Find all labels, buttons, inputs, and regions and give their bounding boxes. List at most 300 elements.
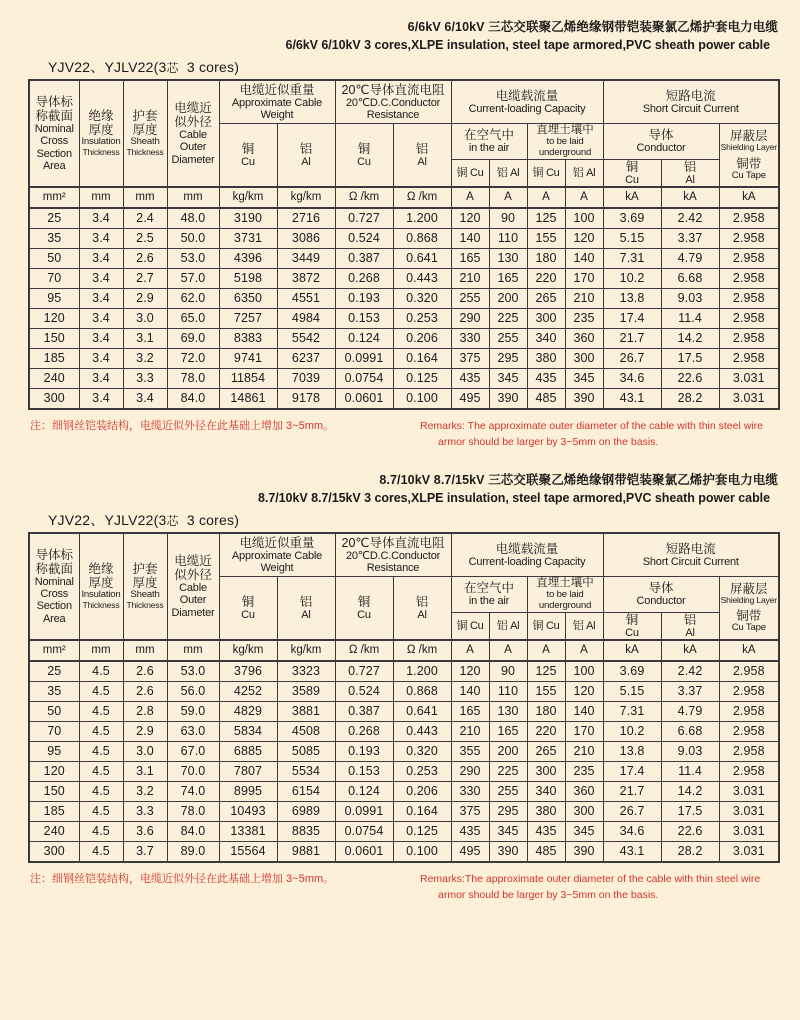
- table-cell: 4.5: [79, 821, 123, 841]
- table-cell: 290: [451, 761, 489, 781]
- th-weight-al: [277, 124, 335, 187]
- th-underground-al: [565, 159, 603, 187]
- th-diameter-cn1: 电缆近: [174, 101, 212, 116]
- table-cell: 10.2: [603, 721, 661, 741]
- table-cell: 110: [489, 228, 527, 248]
- remarks-87kv: [0, 863, 800, 912]
- table-row: [29, 701, 779, 721]
- th-nominal-cn2: 称截面: [35, 108, 73, 123]
- table-cell: 2.958: [719, 268, 779, 288]
- th-conductor: [603, 577, 719, 612]
- th-resistance-al-en: Al: [417, 608, 427, 621]
- table-cell: 78.0: [167, 801, 219, 821]
- table-cell: 210: [565, 741, 603, 761]
- table-cell: 5.15: [603, 228, 661, 248]
- th-air-al-label: 铝 Al: [496, 166, 520, 179]
- section-title-en: 8.7/10kV 8.7/15kV 3 cores,XLPE insulation, steel tape armored,PVC sheath power cable: [258, 491, 770, 506]
- table-cell: 3323: [277, 661, 335, 682]
- table-cell: 2.7: [123, 268, 167, 288]
- th-group-weight-cn: 电缆近似重量: [239, 535, 315, 550]
- table-cell: 0.206: [393, 328, 451, 348]
- section-title-cn: 6/6kV 6/10kV 三芯交联聚乙烯绝缘钢带铠装聚氯乙烯护套电力电缆: [407, 20, 778, 34]
- th-underground-cu: [527, 159, 565, 187]
- table-cell: 3.3: [123, 801, 167, 821]
- table-cell: 165: [451, 701, 489, 721]
- table-cell: 5198: [219, 268, 277, 288]
- table-cell: 210: [451, 721, 489, 741]
- table-cell: 13.8: [603, 741, 661, 761]
- table-row: [29, 208, 779, 229]
- table-cell: 3731: [219, 228, 277, 248]
- table-cell: 8383: [219, 328, 277, 348]
- table-cell: 185: [29, 348, 79, 368]
- table-cell: 2.958: [719, 288, 779, 308]
- th-underground-al: [565, 612, 603, 640]
- th-weight-cu-cn: 铜: [241, 594, 255, 609]
- table-cell: 295: [489, 801, 527, 821]
- th-nominal-en2: Cross: [40, 135, 69, 148]
- table-cell: 140: [565, 248, 603, 268]
- table-cell: 1.200: [393, 661, 451, 682]
- table-cell: 0.164: [393, 801, 451, 821]
- table-cell: 62.0: [167, 288, 219, 308]
- table-cell: 59.0: [167, 701, 219, 721]
- table-cell: 0.641: [393, 701, 451, 721]
- th-sheath-en2: Thickness: [126, 147, 164, 158]
- table-cell: 120: [565, 228, 603, 248]
- product-code-prefix: YJV22、YJLV22(3: [48, 512, 167, 529]
- table-cell: 380: [527, 348, 565, 368]
- table-cell: 255: [489, 328, 527, 348]
- table-cell: 95: [29, 288, 79, 308]
- th-diameter-cn1: 电缆近: [174, 554, 212, 569]
- table-cell: 125: [527, 661, 565, 682]
- table-cell: 375: [451, 801, 489, 821]
- table-cell: 3.031: [719, 781, 779, 801]
- table-cell: 150: [29, 781, 79, 801]
- table-cell: 10.2: [603, 268, 661, 288]
- unit-cell: mm: [167, 187, 219, 208]
- table-cell: 345: [565, 368, 603, 388]
- table-cell: 3872: [277, 268, 335, 288]
- th-group-short-en: Short Circuit Current: [642, 103, 739, 116]
- th-nominal-cn1: 导体标: [35, 94, 73, 109]
- th-group-resistance-en1: 20℃D.C.Conductor: [345, 96, 441, 109]
- table-cell: 22.6: [661, 368, 719, 388]
- product-code-line: [0, 54, 800, 79]
- table-cell: 17.5: [661, 801, 719, 821]
- unit-cell: kA: [719, 640, 779, 661]
- table-cell: 89.0: [167, 841, 219, 862]
- th-group-current-en: Current-loading Capacity: [468, 103, 586, 116]
- unit-cell: mm: [123, 187, 167, 208]
- th-insulation-thickness: [79, 80, 123, 187]
- unit-cell: kg/km: [277, 640, 335, 661]
- table-cell: 120: [451, 661, 489, 682]
- th-underground: [527, 124, 603, 159]
- table-cell: 345: [489, 821, 527, 841]
- spec-table-87kv: [28, 532, 780, 863]
- th-shielding-layer: [719, 124, 779, 187]
- th-underground-cn: 直埋土壤中: [536, 577, 594, 590]
- th-cable-outer-diameter: [167, 80, 219, 187]
- table-cell: 2.4: [123, 208, 167, 229]
- table-cell: 84.0: [167, 821, 219, 841]
- table-cell: 110: [489, 681, 527, 701]
- th-conductor-en: Conductor: [636, 595, 686, 608]
- th-cu-tape-cn: 铜带: [736, 609, 762, 624]
- table-cell: 3190: [219, 208, 277, 229]
- th-underground-al-label: 铝 Al: [572, 619, 596, 632]
- table-cell: 26.7: [603, 801, 661, 821]
- table-cell: 0.868: [393, 681, 451, 701]
- table-cell: 360: [565, 328, 603, 348]
- th-group-resistance: [335, 80, 451, 124]
- th-air-cu: [451, 159, 489, 187]
- table-cell: 28.2: [661, 841, 719, 862]
- th-short-cu: [603, 612, 661, 640]
- product-code-cn: 芯: [166, 61, 179, 76]
- table-cell: 0.727: [335, 661, 393, 682]
- table-cell: 4252: [219, 681, 277, 701]
- th-weight-cu: [219, 124, 277, 187]
- unit-cell: A: [451, 640, 489, 661]
- th-underground-cu: [527, 612, 565, 640]
- table-cell: 2.6: [123, 248, 167, 268]
- table-cell: 435: [451, 821, 489, 841]
- table-cell: 53.0: [167, 248, 219, 268]
- table-cell: 10493: [219, 801, 277, 821]
- table-cell: 3.1: [123, 761, 167, 781]
- table-cell: 3.69: [603, 208, 661, 229]
- th-underground-en1: to be laid: [546, 136, 584, 148]
- th-nominal-en3: Section: [36, 600, 72, 613]
- th-nominal-en1: Nominal: [34, 122, 74, 135]
- table-cell: 0.193: [335, 741, 393, 761]
- product-code-line: [0, 507, 800, 532]
- table-cell: 3.4: [79, 328, 123, 348]
- table-cell: 0.387: [335, 701, 393, 721]
- table-row: [29, 268, 779, 288]
- table-cell: 485: [527, 841, 565, 862]
- th-group-weight-en: Approximate Cable Weight: [231, 549, 323, 575]
- th-sheath-en1: Sheath: [130, 589, 160, 601]
- table-cell: 2.958: [719, 328, 779, 348]
- table-cell: 100: [565, 208, 603, 229]
- table-cell: 300: [29, 841, 79, 862]
- table-cell: 3.69: [603, 661, 661, 682]
- table-cell: 11.4: [661, 761, 719, 781]
- th-insulation-cn1: 绝缘: [88, 562, 114, 577]
- table-cell: 2.958: [719, 248, 779, 268]
- table-cell: 35: [29, 681, 79, 701]
- table-row: [29, 368, 779, 388]
- th-short-al-cn: 铝: [683, 612, 697, 627]
- section-title-block: [0, 18, 800, 54]
- th-air-cu: [451, 612, 489, 640]
- table-cell: 9.03: [661, 288, 719, 308]
- table-cell: 200: [489, 741, 527, 761]
- th-insulation-en1: Insulation: [81, 136, 121, 148]
- th-diameter-en2: Outer: [179, 141, 207, 154]
- th-weight-al-cn: 铝: [299, 594, 313, 609]
- top-spacer: [0, 0, 800, 18]
- table-cell: 13.8: [603, 288, 661, 308]
- table-cell: 25: [29, 208, 79, 229]
- table-cell: 11.4: [661, 308, 719, 328]
- table-cell: 5834: [219, 721, 277, 741]
- table-cell: 3.0: [123, 741, 167, 761]
- table-cell: 4396: [219, 248, 277, 268]
- th-underground-en2: underground: [538, 146, 592, 158]
- remark-en: [420, 872, 770, 904]
- table-cell: 155: [527, 681, 565, 701]
- table-row: [29, 841, 779, 862]
- table-cell: 290: [451, 308, 489, 328]
- table-cell: 0.253: [393, 308, 451, 328]
- product-code-cn: 芯: [166, 514, 179, 529]
- table-cell: 165: [489, 721, 527, 741]
- table-cell: 330: [451, 781, 489, 801]
- table-cell: 2.6: [123, 681, 167, 701]
- table-row: [29, 228, 779, 248]
- table-cell: 0.206: [393, 781, 451, 801]
- table-cell: 3.031: [719, 801, 779, 821]
- table-cell: 9881: [277, 841, 335, 862]
- table-cell: 8995: [219, 781, 277, 801]
- th-group-short-circuit: [603, 533, 779, 577]
- th-nominal-en1: Nominal: [34, 575, 74, 588]
- th-group-weight: [219, 533, 335, 577]
- th-resistance-cu: [335, 577, 393, 640]
- remark-en-line2: armor should be larger by 3~5mm on the basis.: [438, 435, 659, 448]
- table-cell: 0.0754: [335, 368, 393, 388]
- th-insulation-cn2: 厚度: [88, 576, 114, 591]
- th-weight-al-en: Al: [301, 608, 311, 621]
- table-cell: 165: [489, 268, 527, 288]
- th-sheath-thickness: [123, 533, 167, 640]
- table-cell: 4.79: [661, 248, 719, 268]
- th-underground-al-label: 铝 Al: [572, 166, 596, 179]
- th-underground-en2: underground: [538, 599, 592, 611]
- unit-cell: A: [527, 187, 565, 208]
- th-nominal-cn1: 导体标: [35, 547, 73, 562]
- table-cell: 4.5: [79, 801, 123, 821]
- table-cell: 265: [527, 741, 565, 761]
- th-shielding-layer: [719, 577, 779, 640]
- unit-cell: A: [489, 187, 527, 208]
- th-group-resistance-en2: Resistance: [366, 562, 420, 575]
- table-cell: 2.958: [719, 721, 779, 741]
- unit-cell: kg/km: [219, 640, 277, 661]
- table-cell: 300: [565, 348, 603, 368]
- table-cell: 130: [489, 701, 527, 721]
- th-shielding-en: Shielding Layer: [720, 594, 777, 605]
- table-cell: 48.0: [167, 208, 219, 229]
- th-resistance-al-cn: 铝: [415, 594, 429, 609]
- remark-cn: 注：细钢丝铠装结构，电缆近似外径在此基础上增加 3~5mm。: [30, 419, 335, 432]
- table-cell: 240: [29, 821, 79, 841]
- table-cell: 7257: [219, 308, 277, 328]
- table-cell: 3.4: [79, 368, 123, 388]
- th-air-cu-label: 铜 Cu: [456, 619, 484, 632]
- th-air-al-label: 铝 Al: [496, 619, 520, 632]
- th-weight-cu-cn: 铜: [241, 141, 255, 156]
- th-nominal-cn2: 称截面: [35, 561, 73, 576]
- th-cu-tape-cn: 铜带: [736, 156, 762, 171]
- th-weight-cu-en: Cu: [241, 608, 255, 621]
- table-cell: 35: [29, 228, 79, 248]
- th-resistance-al: [393, 124, 451, 187]
- th-in-air-cn: 在空气中: [464, 128, 515, 143]
- table-cell: 65.0: [167, 308, 219, 328]
- th-short-cu-en: Cu: [625, 626, 639, 639]
- table-cell: 3.37: [661, 228, 719, 248]
- table-cell: 21.7: [603, 328, 661, 348]
- table-cell: 3.4: [79, 308, 123, 328]
- table-cell: 300: [29, 388, 79, 409]
- table-cell: 3.031: [719, 821, 779, 841]
- th-group-current-cn: 电缆载流量: [495, 89, 559, 104]
- table-cell: 7807: [219, 761, 277, 781]
- table-row: [29, 388, 779, 409]
- table-cell: 125: [527, 208, 565, 229]
- table-cell: 4.5: [79, 681, 123, 701]
- th-insulation-en1: Insulation: [81, 589, 121, 601]
- table-cell: 3.4: [79, 248, 123, 268]
- table-cell: 340: [527, 781, 565, 801]
- th-group-weight-cn: 电缆近似重量: [239, 82, 315, 97]
- section-title-block: [0, 471, 800, 507]
- table-cell: 0.443: [393, 721, 451, 741]
- table-cell: 9741: [219, 348, 277, 368]
- unit-cell: kA: [661, 640, 719, 661]
- th-resistance-cu-cn: 铜: [357, 141, 371, 156]
- th-underground-en1: to be laid: [546, 589, 584, 601]
- section-spacer: [0, 459, 800, 471]
- table-cell: 375: [451, 348, 489, 368]
- table-cell: 0.868: [393, 228, 451, 248]
- table-cell: 495: [451, 388, 489, 409]
- table-cell: 28.2: [661, 388, 719, 409]
- th-group-resistance-en1: 20℃D.C.Conductor: [345, 549, 441, 562]
- unit-cell: kg/km: [277, 187, 335, 208]
- spec-table-head: [29, 533, 779, 661]
- section-87kv: [0, 471, 800, 912]
- table-cell: 90: [489, 208, 527, 229]
- table-cell: 3.37: [661, 681, 719, 701]
- section-title-cn: 8.7/10kV 8.7/15kV 三芯交联聚乙烯绝缘钢带铠装聚氯乙烯护套电力电缆: [379, 472, 778, 487]
- table-cell: 0.153: [335, 761, 393, 781]
- unit-cell: mm²: [29, 640, 79, 661]
- table-cell: 72.0: [167, 348, 219, 368]
- th-short-al-en: Al: [685, 626, 695, 639]
- table-cell: 155: [527, 228, 565, 248]
- table-cell: 0.0601: [335, 388, 393, 409]
- table-cell: 4.5: [79, 841, 123, 862]
- table-cell: 210: [565, 288, 603, 308]
- section-title-en: 6/6kV 6/10kV 3 cores,XLPE insulation, steel tape armored,PVC sheath power cable: [285, 38, 770, 53]
- table-cell: 56.0: [167, 681, 219, 701]
- table-cell: 140: [565, 701, 603, 721]
- th-insulation-en2: Thickness: [82, 147, 120, 158]
- th-group-weight-en: Approximate Cable Weight: [231, 96, 323, 122]
- table-cell: 225: [489, 308, 527, 328]
- table-cell: 340: [527, 328, 565, 348]
- table-row: [29, 801, 779, 821]
- th-group-short-cn: 短路电流: [665, 542, 716, 556]
- th-nominal-area: [29, 80, 79, 187]
- table-cell: 355: [451, 741, 489, 761]
- th-group-short-circuit: [603, 80, 779, 124]
- table-cell: 50.0: [167, 228, 219, 248]
- table-cell: 345: [565, 821, 603, 841]
- table-cell: 0.125: [393, 368, 451, 388]
- table-cell: 0.320: [393, 741, 451, 761]
- table-cell: 2.42: [661, 208, 719, 229]
- table-cell: 380: [527, 801, 565, 821]
- table-cell: 330: [451, 328, 489, 348]
- remark-en-line1: Remarks:The approximate outer diameter of the cable with thin steel wire: [420, 872, 761, 885]
- table-cell: 345: [489, 368, 527, 388]
- unit-cell: kA: [603, 187, 661, 208]
- table-cell: 0.0991: [335, 348, 393, 368]
- th-underground-cu-label: 铜 Cu: [532, 619, 560, 632]
- table-cell: 0.100: [393, 388, 451, 409]
- table-cell: 3.4: [79, 348, 123, 368]
- th-group-current: [451, 533, 603, 577]
- unit-row: [29, 187, 779, 208]
- unit-cell: mm: [79, 187, 123, 208]
- table-cell: 4.5: [79, 661, 123, 682]
- unit-cell: Ω /km: [393, 640, 451, 661]
- unit-cell: Ω /km: [393, 187, 451, 208]
- unit-cell: A: [451, 187, 489, 208]
- table-cell: 2716: [277, 208, 335, 229]
- table-cell: 17.4: [603, 761, 661, 781]
- th-short-al: [661, 612, 719, 640]
- table-row: [29, 761, 779, 781]
- unit-cell: A: [489, 640, 527, 661]
- table-cell: 70: [29, 268, 79, 288]
- unit-cell: mm: [123, 640, 167, 661]
- unit-cell: mm: [167, 640, 219, 661]
- table-row: [29, 288, 779, 308]
- table-cell: 43.1: [603, 388, 661, 409]
- table-cell: 3881: [277, 701, 335, 721]
- table-cell: 3.2: [123, 348, 167, 368]
- table-cell: 6.68: [661, 721, 719, 741]
- th-group-short-cn: 短路电流: [665, 89, 716, 104]
- th-diameter-en3: Diameter: [171, 606, 215, 619]
- table-cell: 3086: [277, 228, 335, 248]
- th-resistance-cu-en: Cu: [357, 608, 371, 621]
- table-cell: 0.524: [335, 681, 393, 701]
- table-row: [29, 821, 779, 841]
- table-cell: 21.7: [603, 781, 661, 801]
- table-row: [29, 328, 779, 348]
- table-cell: 4551: [277, 288, 335, 308]
- th-sheath-thickness: [123, 80, 167, 187]
- section-6kv: [0, 18, 800, 459]
- table-cell: 3.7: [123, 841, 167, 862]
- th-group-current-cn: 电缆载流量: [495, 542, 559, 556]
- remark-en: [420, 419, 770, 451]
- table-cell: 485: [527, 388, 565, 409]
- remarks-6kv: [0, 410, 800, 459]
- table-row: [29, 248, 779, 268]
- table-cell: 120: [29, 761, 79, 781]
